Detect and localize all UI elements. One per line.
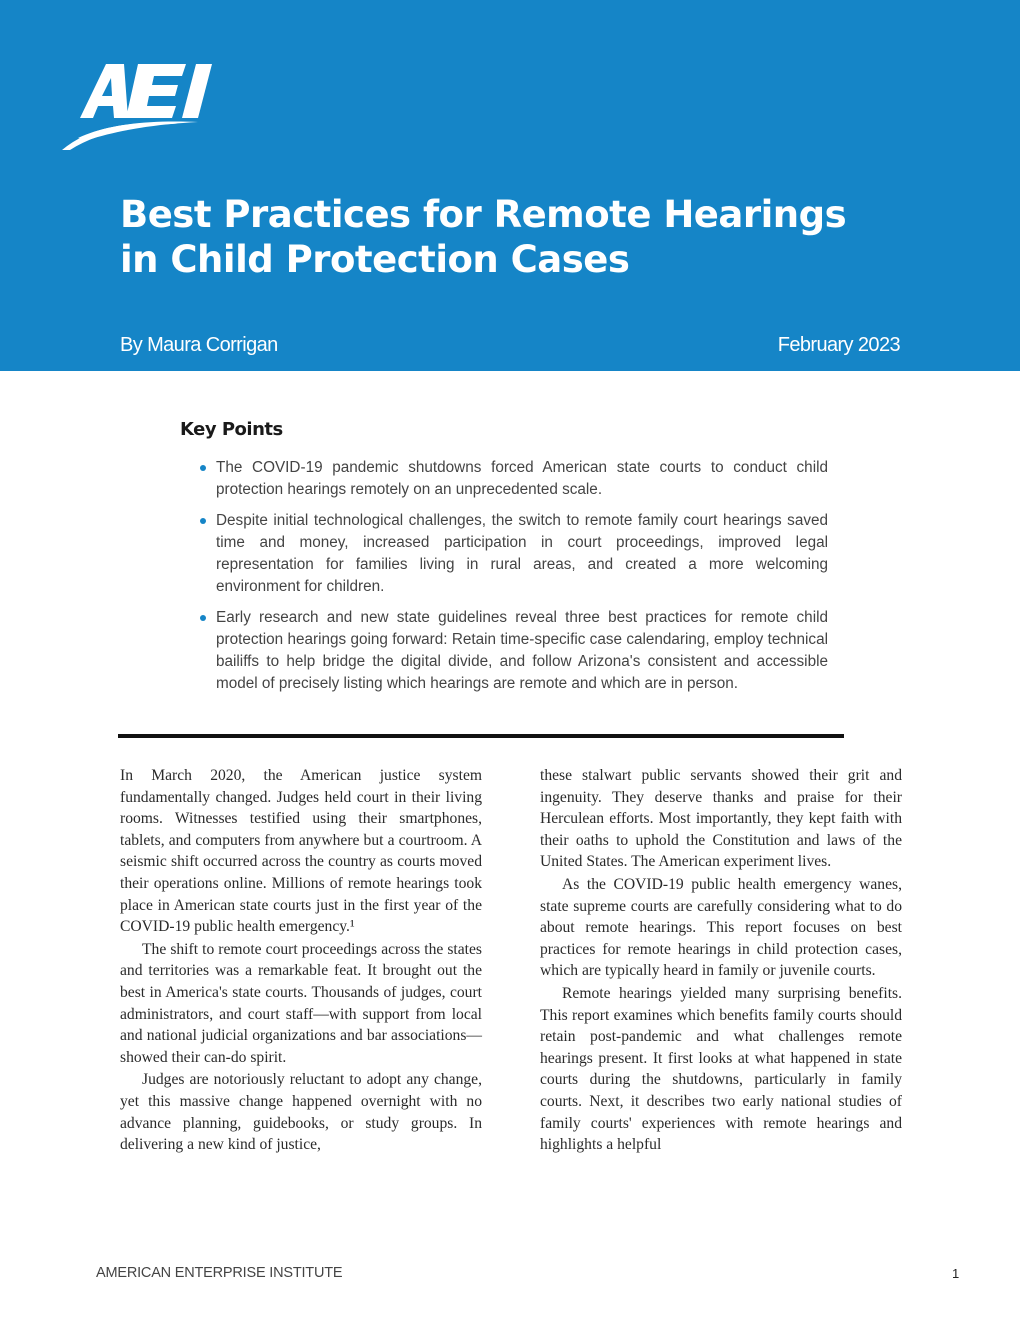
body-paragraph: Remote hearings yielded many surprising benefits. This report examines which benefits family courts should retain post-pandemic and what challenges remote hearings present. It first looks at what happened in state courts during the shutdowns, particularly in family courts. Next, it describes two early national studies of family courts' experiences with remote hearings and highlights a helpful: [540, 984, 902, 1154]
key-points-list: [200, 457, 828, 704]
title-line-1: Best Practices for Remote Hearings: [120, 193, 847, 236]
key-point-item: [200, 510, 828, 598]
title-line-2: in Child Protection Cases: [120, 238, 630, 281]
page-number: 1: [952, 1266, 960, 1281]
body-paragraph: Judges are notoriously reluctant to adopt any change, yet this massive change happened overnight with no advance planning, guidebooks, or study groups. In delivering a new kind of justice,: [120, 1071, 482, 1154]
body-paragraph: The shift to remote court proceedings across the states and territories was a remarkable feat. It brought out the best in America's state courts. Thousands of judges, court administrators, and court staff—with support from local and national judicial organizations and bar associations—showed their can-do spirit.: [120, 940, 482, 1066]
bullet-icon: [200, 465, 206, 471]
bullet-icon: [200, 518, 206, 524]
key-point-item: [200, 457, 828, 501]
report-header: [0, 0, 1020, 371]
bullet-icon: [200, 615, 206, 621]
publication-date: February 2023: [777, 334, 900, 356]
key-points-heading: Key Points: [180, 419, 283, 440]
key-point-text: The COVID-19 pandemic shutdowns forced American state courts to conduct child protection hearings remotely on an unprecedented scale.: [216, 459, 828, 498]
body-column-left: [120, 765, 482, 1156]
aei-logo: [58, 58, 248, 154]
body-column-right: [540, 765, 902, 1156]
author-byline: By Maura Corrigan: [120, 334, 278, 356]
key-point-text: Despite initial technological challenges, the switch to remote family court hearings saved time and money, increased participation in court proceedings, improved legal representation for families living in rural areas, and created a more welcoming environment for children.: [216, 512, 828, 595]
section-divider: [118, 734, 844, 738]
key-point-text: Early research and new state guidelines reveal three best practices for remote child protection hearings going forward: Retain time-specific case calendaring, employ technical bailiffs to help bridge the digital divide, and follow Arizona's consistent and accessible model of precisely listing which hearings are remote and which are in person.: [216, 609, 828, 692]
body-paragraph: As the COVID-19 public health emergency wanes, state supreme courts are carefully considering what to do about remote hearings. This report focuses on best practices for remote hearings in child protection cases, which are typically heard in family or juvenile courts.: [540, 875, 902, 980]
body-paragraph: these stalwart public servants showed their grit and ingenuity. They deserve thanks and praise for their Herculean efforts. Most importantly, they kept faith with their oaths to uphold the Constitution and laws of the United States. The American experiment lives.: [540, 767, 902, 871]
footer-institution: AMERICAN ENTERPRISE INSTITUTE: [96, 1265, 343, 1281]
key-point-item: [200, 607, 828, 695]
body-paragraph: In March 2020, the American justice system fundamentally changed. Judges held court in their living rooms. Witnesses testified using their smartphones, tablets, and computers from anywhere but a courtroom. A seismic shift occurred across the country as courts moved their operations online. Millions of remote hearings took place in American state courts just in the first year of the COVID-19 public health emergency.¹: [120, 767, 482, 936]
report-title: [120, 192, 940, 282]
